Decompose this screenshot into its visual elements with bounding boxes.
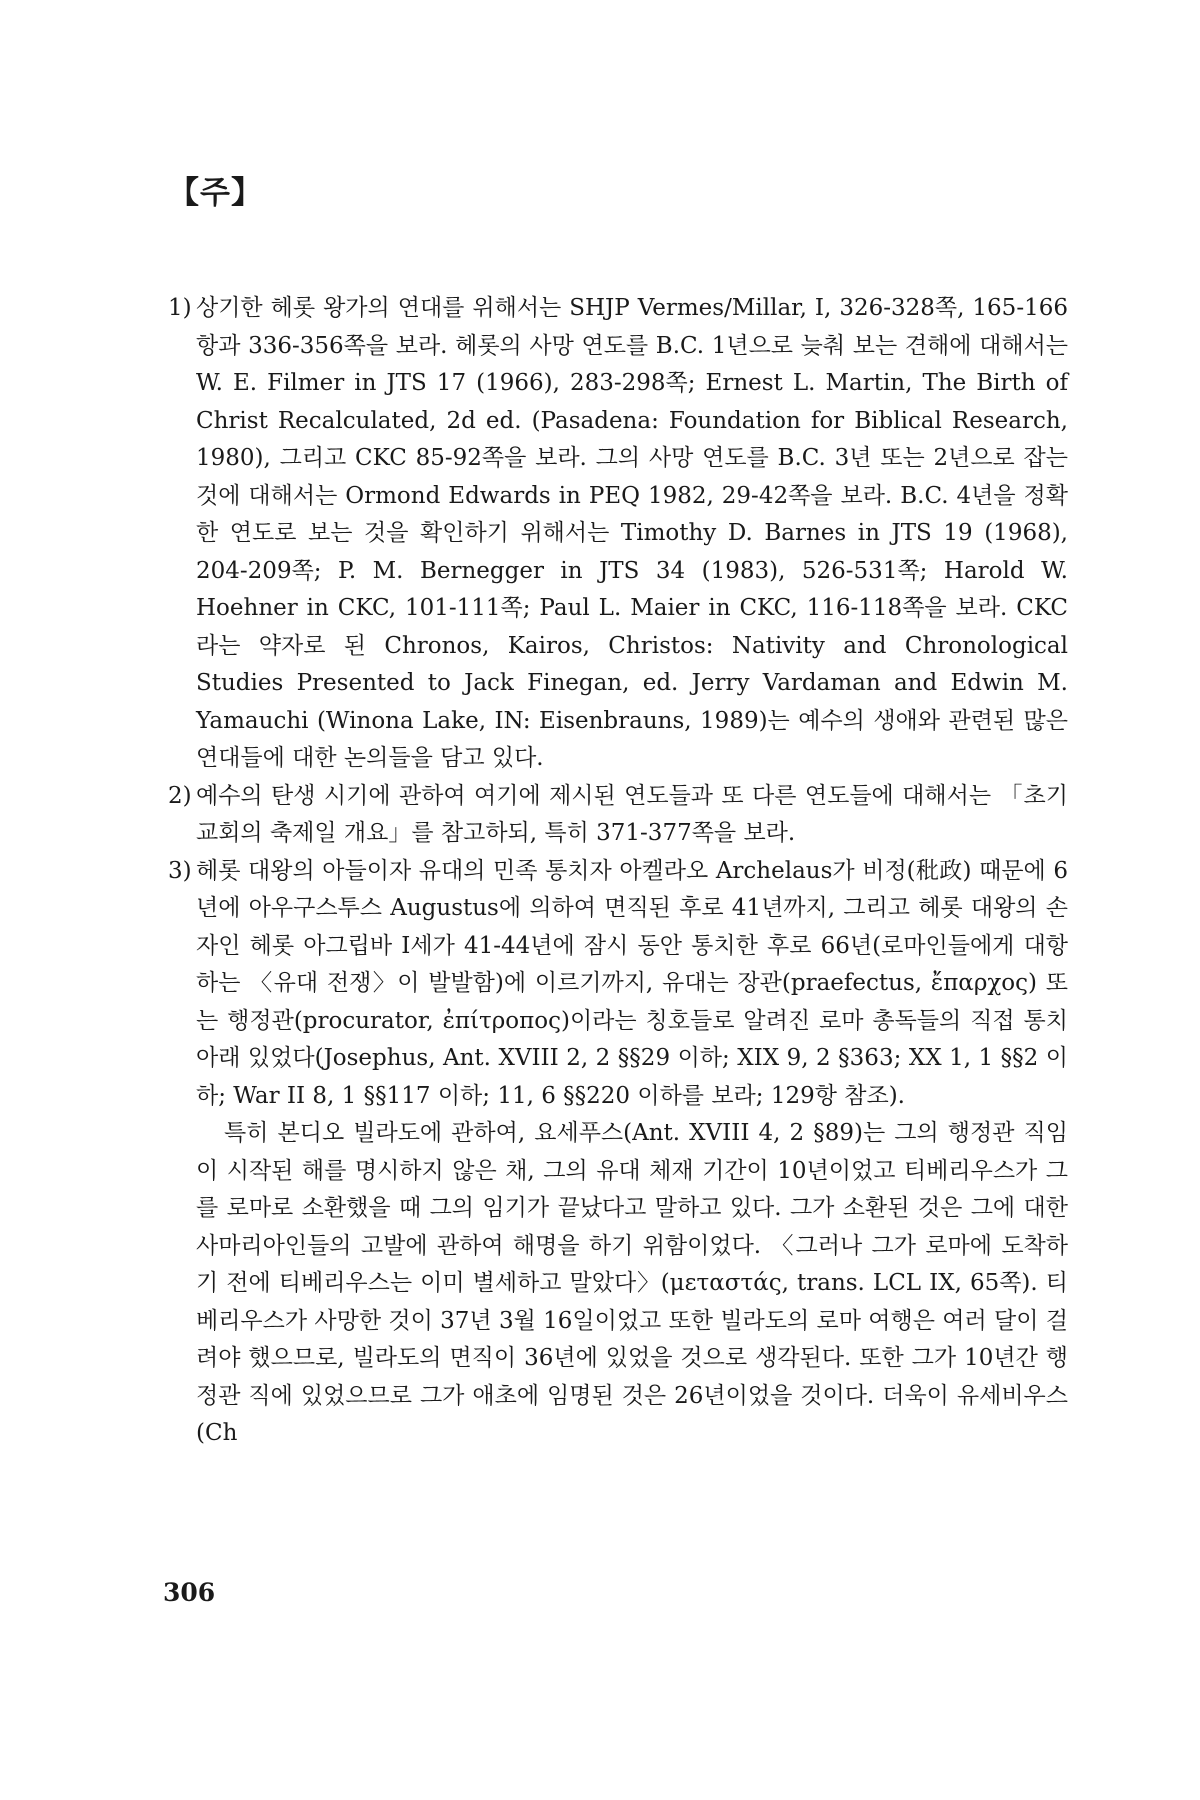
footnote-2 — [168, 778, 1068, 853]
footnote-number: 1) — [168, 295, 192, 321]
footnote-text: 상기한 헤롯 왕가의 연대를 위해서는 SHJP Vermes/Millar, I, 326-328쪽, 165-166항과 336-356쪽을 보라. 헤롯의 사망 연도를 B.C. 1년으로 늦춰 보는 견해에 대해서는 W. E. Filmer in JTS 17 (1966), 283-298쪽; Ernest L. Martin, The Birth of Christ Recalculated, 2d ed. (Pasadena: Foundation for Biblical Research, 1980), 그리고 CKC 85-92쪽을 보라. 그의 사망 연도를 B.C. 3년 또는 2년으로 잡는 것에 대해서는 Ormond Edwards in PEQ 1982, 29-42쪽을 보라. B.C. 4년을 정확한 연도로 보는 것을 확인하기 위해서는 Timothy D. Barnes in JTS 19 (1968), 204-209쪽; P. M. Bernegger in JTS 34 (1983), 526-531쪽; Harold W. Hoehner in CKC, 101-111쪽; Paul L. Maier in CKC, 116-118쪽을 보라. CKC라는 약자로 된 Chronos, Kairos, Christos: Nativity and Chronological Studies Presented to Jack Finegan, ed. Jerry Vardaman and Edwin M. Yamauchi (Winona Lake, IN: Eisenbrauns, 1989)는 예수의 생애와 관련된 많은 연대들에 대한 논의들을 담고 있다. — [196, 295, 1068, 771]
footnote-continuation-paragraph: 특히 본디오 빌라도에 관하여, 요세푸스(Ant. XVIII 4, 2 §89)는 그의 행정관 직임이 시작된 해를 명시하지 않은 채, 그의 유대 체재 기간이 10년이었고 티베리우스가 그를 로마로 소환했을 때 그의 임기가 끝났다고 말하고 있다. 그가 소환된 것은 그에 대한 사마리아인들의 고발에 관하여 해명을 하기 위함이었다. 〈그러나 그가 로마에 도착하기 전에 티베리우스는 이미 별세하고 말았다〉(μεταστάς, trans. LCL IX, 65쪽). 티베리우스가 사망한 것이 37년 3월 16일이었고 또한 빌라도의 로마 여행은 여러 달이 걸려야 했으므로, 빌라도의 면직이 36년에 있었을 것으로 생각된다. 또한 그가 10년간 행정관 직에 있었으므로 그가 애초에 임명된 것은 26년이었을 것이다. 더욱이 유세비우스(Ch — [196, 1120, 1068, 1446]
footnotes-list — [168, 290, 1068, 1453]
footnote-text: 헤롯 대왕의 아들이자 유대의 민족 통치자 아켈라오 Archelaus가 비정(秕政) 때문에 6년에 아우구스투스 Augustus에 의하여 면직된 후로 41년까지, 그리고 헤롯 대왕의 손자인 헤롯 아그립바 I세가 41-44년에 잠시 동안 통치한 후로 66년(로마인들에게 대항하는 〈유대 전쟁〉이 발발함)에 이르기까지, 유대는 장관(praefectus, ἔπαρχος) 또는 행정관(procurator, ἐπίτροπος)이라는 칭호들로 알려진 로마 총독들의 직접 통치 아래 있었다(Josephus, Ant. XVIII 2, 2 §§29 이하; XIX 9, 2 §363; XX 1, 1 §§2 이하; War II 8, 1 §§117 이하; 11, 6 §§220 이하를 보라; 129항 참조). — [196, 857, 1068, 1109]
footnote-number: 2) — [168, 782, 192, 809]
footnote-number: 3) — [168, 857, 192, 884]
footnote-text: 예수의 탄생 시기에 관하여 여기에 제시된 연도들과 또 다른 연도들에 대해서는 「초기 교회의 축제일 개요」를 참고하되, 특히 371-377쪽을 보라. — [196, 782, 1068, 846]
footnote-1 — [168, 290, 1068, 778]
page-number: 306 — [163, 1578, 216, 1607]
notes-heading: 【주】 — [168, 175, 263, 211]
footnote-3 — [168, 853, 1068, 1453]
